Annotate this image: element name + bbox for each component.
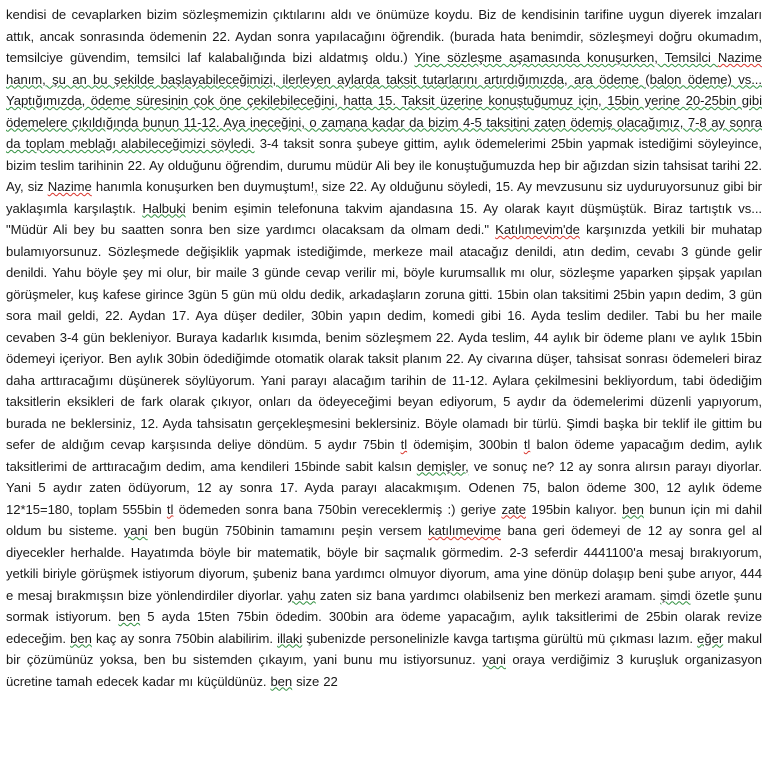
text-run: size 22. Ay olduğunu söyledi, 15. Ay mevzusunu siz uyduruyorsunuz gibi bir yaklaşımla karşılaştık.: [6, 179, 762, 216]
grammar-suggestion-word[interactable]: Halbuki: [142, 200, 186, 216]
grammar-suggestion-word[interactable]: ,: [314, 179, 318, 194]
text-run: hanımla konuşurken ben duymuştum!: [91, 179, 315, 194]
text-run: zaten siz bana yardımcı olabilseniz ben merkezi aramam.: [315, 587, 661, 603]
grammar-suggestion-word[interactable]: hanım, şu an bu şekilde başlayabileceğimizi, ilerleyen aylarda taksit tutarlarını artırdığımızda, ara ödeme (balon ödeme) vs... Yaptığımızda, ödeme süresinin çok öne çekilebileceğini, hatta 15. Taksit üzerine konuştuğumuz için, 15bin yerine 20-25bin gibi ödemelere çıkıldığında bunun 11-12. Aya ineceğini, o zamana kadar da bizim 4-5 taksitini zaten ödemiş olacağımız, 7-8 ay sonra da toplam meblağı alabileceğimizi söyledi.: [6, 71, 762, 151]
grammar-suggestion-word[interactable]: ben: [270, 673, 293, 689]
text-run: kaç ay sonra 750bin alabilirim.: [91, 630, 278, 646]
text-run: 5 ayda 15ten 75bin ödedim. 300bin ara ödeme yapacağım, aylık taksitlerimi de 25bin olarak revize edeceğim.: [6, 609, 763, 646]
spelling-error-word[interactable]: tl: [523, 437, 531, 452]
text-run: balon ödeme yapacağım dedim, aylık taksitlerimi de arttıracağım dedim, ama kendileri 15binde sabit kalsın: [6, 437, 762, 474]
text-run: 3-4 taksit sonra şubeye gittim, aylık ödemelerimi 25bin yapmak istediğimi söyleyince, bizim teslim tarihinin 22. Ay olduğunu öğrendim, durumu müdür Ali bey ile konuştuğumuzda hep bir ağızdan sizin tahsisat tarihi 22. Ay, siz: [6, 136, 762, 194]
text-run: özetle şunu sormak istiyorum.: [6, 587, 762, 624]
text-run: ve sonuç ne? 12 ay sonra alırsın parayı diyorlar. Yani 5 aydır zaten ödüyorum, 12 ay sonra 17. Ayda parayı alacakmışım. Odenen 75, balon ödeme 300, 12 aylık ödeme 12*15=180, toplam 555bin: [6, 458, 762, 517]
grammar-suggestion-word[interactable]: şimdi: [660, 587, 691, 603]
grammar-suggestion-word[interactable]: demişler,: [416, 458, 469, 474]
spelling-and-grammar-word[interactable]: Nazime: [717, 50, 762, 65]
spelling-error-word[interactable]: Nazime: [47, 179, 92, 194]
grammar-suggestion-word[interactable]: ben: [622, 501, 644, 517]
text-run: kendisi de cevaplarken bizim sözleşmemizin çıktılarını aldı ve önümüze koydu. Biz de kendisinin tarifine uygun diyerek imzaları attık, ancak sonrasında ödemenin 22. Aydan sonra yapılacağını öğrendik. (burada hata benimdir, sözleşmeyi doğru okumadım, temsilciye güvendim, temsilci laf kalabalığında bizi aldatmış oldu.): [6, 7, 762, 65]
grammar-suggestion-word[interactable]: ben: [70, 630, 92, 646]
text-run: bunun için mi dahil oldum bu sisteme.: [6, 501, 762, 538]
grammar-suggestion-word[interactable]: Yine sözleşme aşamasında konuşurken, Temsilci: [414, 50, 718, 65]
grammar-suggestion-word[interactable]: illaki: [277, 630, 303, 646]
spelling-error-word[interactable]: zate: [501, 501, 527, 517]
text-run: makul bir çözümünüz yoksa, ben bu sistemden çıkayım, yani bunu mu istiyorsunuz.: [6, 630, 763, 667]
document-body-paragraph[interactable]: [6, 4, 762, 692]
spelling-error-word[interactable]: tl: [400, 437, 408, 452]
text-run: karşınızda yetkili bir muhatap bulamıyorsunuz. Sözleşmede değişiklik yapmak istediğimde, merkeze mail atacağız denildi, atın dedim, cevabı 3 günde gelir denildi. Yahu böyle şey mi olur, bir maile 3 günde cevap verilir mi, böyle kurumsallık mı olur, sözleşme yaparken şipşak yapılan görüşmeler, kuş kafese girince 3gün 5 gün mü oldu dedik, arkadaşların zoruna gitti. 15bin olan taksitimi 25bin yapın dedim, 3 gün sora mail geldi, 22. Aydan 17. Aya düşer dediler, 30bin yapın dedim, komedi gibi 16. Ayda teslim dediler. Tabi bu her maile cevaben 3-4 gün bekleniyor. Buraya kadarlık kısımda, benim sözleşmem 22. Ayda teslim, 44 aylık bir ödeme planı ve aylık 15bin ödemeyi içeriyor. Ben aylık 30bin ödediğimde otomatik olarak taksit planım 22. Ay civarına düşer, tahsisat sonrası ödemeleri biraz daha arttıracağımı düşünerek söylüyorum. Yani parayı alacağım tarihin de 11-12. Aylara çekilmesini bekliyordum, tabi ödediğim taksitlerin eksikleri de fark olarak çıkıyor, onları da ödeyeceğimi beyan ediyorum, 5 aydır da ödemelerimi düzenli yapıyorum, burada ne beklersiniz, 12. Ayda tahsisatın gerçekleşmesini beklersiniz. Böyle olamadı bir türlü. Şimdi başka bir teklif ile gittim bu sefer de aldığım cevap karşısında deliye döndüm. 5 aydır 75bin: [6, 222, 762, 452]
text-run: ben bugün 750binin tamamını peşin versem: [147, 523, 429, 538]
grammar-suggestion-word[interactable]: yani: [482, 652, 506, 667]
spelling-error-word[interactable]: tl: [166, 501, 174, 517]
text-run: ödemeden sonra bana 750bin vereceklermiş :) geriye: [173, 501, 502, 517]
text-run: şubenizde personelinizle kavga tartışma gürültü mü çıkması lazım.: [302, 630, 698, 646]
spelling-error-word[interactable]: Katılımevim'de: [495, 222, 580, 237]
grammar-suggestion-word[interactable]: yani: [123, 523, 148, 538]
text-run: bana geri ödemeyi de 12 ay sonra gel al diyecekler herhalde. Hayatımda böyle bir matematik, böyle bir saçmalık görmedim. 2-3 seferdir 4441100'a mesaj bırakıyorum, yetkili biriyle görüşmek istiyorum diyorum, şubeniz bana yardımcı olmuyor diyorum, ama yine dönüp dolaşıp beni şube arıyor, 444 e mesaj bırakmışsın bize yönlendirdiler diyorlar.: [6, 523, 762, 603]
grammar-suggestion-word[interactable]: eğer: [697, 630, 724, 646]
grammar-suggestion-word[interactable]: ben: [118, 609, 141, 624]
grammar-suggestion-word[interactable]: yahu: [287, 587, 316, 603]
text-run: oraya verdiğimiz 3 kuruşluk organizasyon ücretine tamah edecek kadar mı küçüldünüz.: [6, 652, 762, 689]
text-run: size 22: [292, 673, 338, 689]
text-run: ödemişim, 300bin: [407, 437, 524, 452]
text-run: benim eşimin telefonuna takvim ajandasına 15. Ay olarak kayıt düşmüştük. Biraz tartıştık vs... "Müdür Ali bey bu saatten sonra ben size yardımcı olacaksam da olmam dedi.": [6, 200, 762, 237]
text-run: 195bin kalıyor.: [526, 501, 623, 517]
spelling-error-word[interactable]: katılımevime: [428, 523, 501, 538]
